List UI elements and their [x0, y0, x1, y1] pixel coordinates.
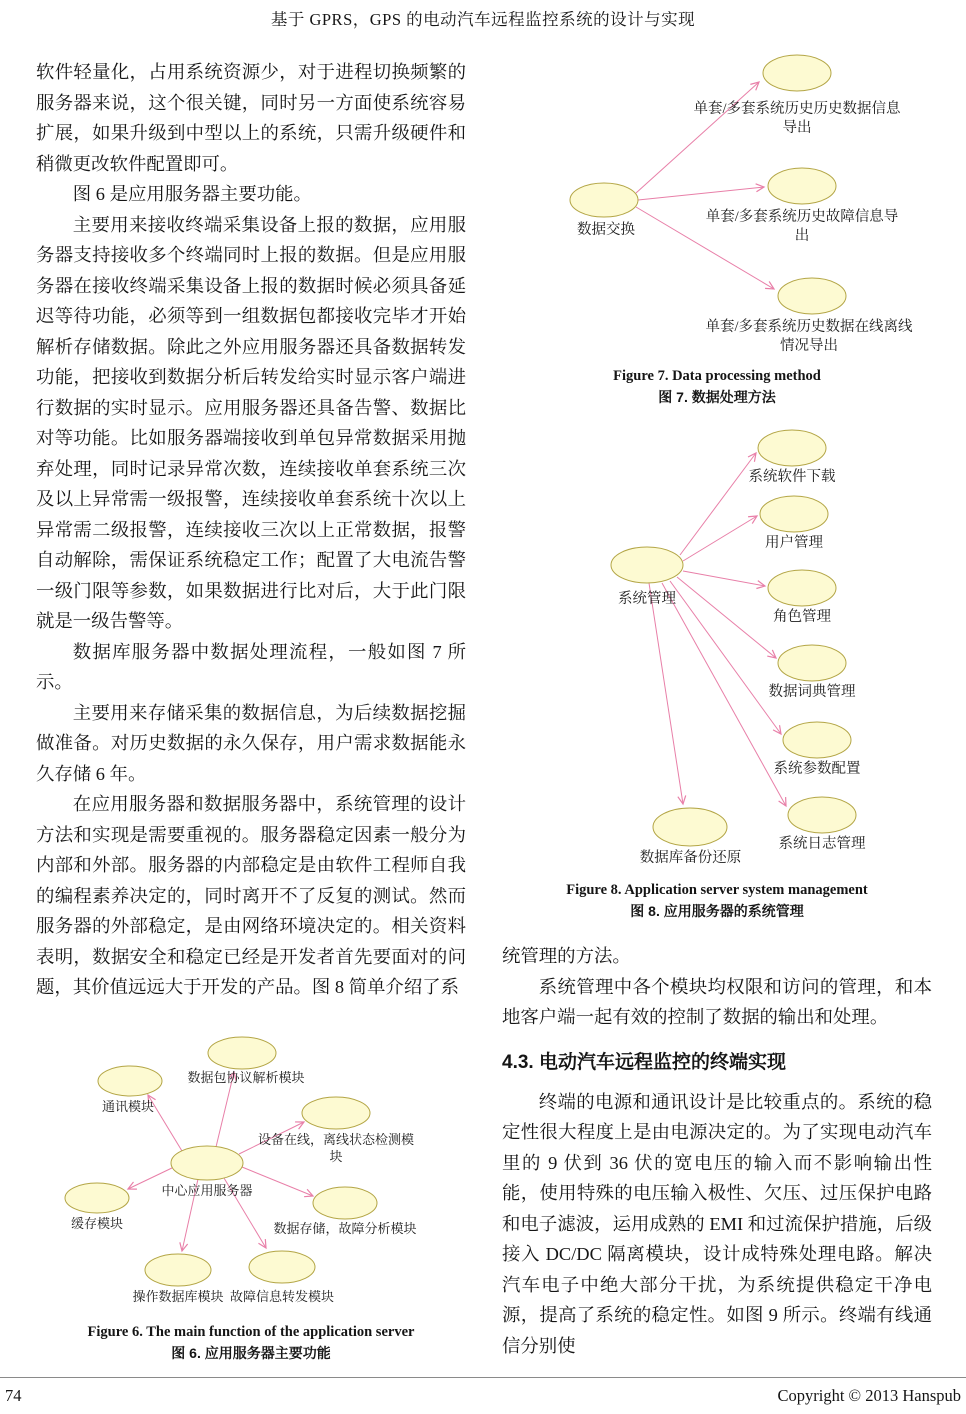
page-number: 74: [5, 1386, 22, 1405]
figure6-caption: [36, 1322, 466, 1364]
footer-divider: [0, 1377, 966, 1378]
figure6-diagram: [28, 1032, 468, 1317]
paragraph: 统管理的方法。: [502, 946, 631, 966]
node-label: 数据库备份还原: [639, 850, 742, 866]
node-label: 单套/多套系统历史历史数据信息导出: [693, 101, 901, 137]
usecase-ellipse: [302, 1097, 370, 1129]
node-label: 数据包协议解析模块: [187, 1070, 305, 1085]
figure8-diagram: [500, 420, 930, 875]
left-column: [36, 57, 466, 1003]
usecase-ellipse: [208, 1037, 276, 1069]
node-label: 设备在线，离线状态检测模块: [257, 1132, 414, 1165]
node-label: 通讯模块: [101, 1099, 154, 1114]
node-label: 数据词典管理: [768, 684, 856, 700]
figure8-caption-zh: 图 8. 应用服务器的系统管理: [630, 903, 804, 919]
node-label: 角色管理: [773, 609, 831, 625]
node-label: 缓存模块: [70, 1216, 123, 1231]
paragraph: 图 6 是应用服务器主要功能。: [72, 184, 312, 204]
node-label: 用户管理: [765, 535, 823, 551]
arrow: [683, 571, 765, 586]
paragraph: 系统管理中各个模块均权限和访问的管理，和本地客户端一起有效的控制了数据的输出和处理。: [502, 976, 932, 1027]
copyright-notice: Copyright © 2013 Hanspub: [777, 1386, 961, 1405]
usecase-ellipse: [758, 430, 826, 466]
paragraph: 终端的电源和通讯设计是比较重点的。系统的稳定性很大程度上是由电源决定的。为了实现电动汽车里的 9 伏到 36 伏的宽电压的输入而不影响输出性能，使用特殊的电压输入极性、欠压、过压保护电路和电子滤波，运用成熟的 EMI 和过流保护措施，后级接入 DC/DC 隔离模块，设计成特殊处理电路。解决汽车电子中绝大部分干扰，为系统提供稳定干净电源，提高了系统的稳定性。如图 9 所示。终端有线通信分别使: [502, 1091, 932, 1356]
node-label: 系统日志管理: [778, 836, 866, 852]
usecase-ellipse: [653, 808, 727, 846]
node-label: 系统软件下载: [748, 469, 836, 485]
node-label: 操作数据库模块: [132, 1289, 224, 1304]
arrow: [649, 583, 683, 804]
figure6-caption-zh: 图 6. 应用服务器主要功能: [171, 1345, 331, 1361]
usecase-ellipse-source: [570, 183, 638, 217]
node-label: 单套/多套系统历史数据在线离线情况导出: [705, 319, 913, 355]
arrow: [638, 187, 764, 200]
figure7-caption-en: Figure 7. Data processing method: [613, 368, 821, 384]
usecase-ellipse-source: [611, 547, 683, 583]
figure8-canvas: [500, 420, 930, 875]
usecase-ellipse: [778, 645, 846, 681]
paragraph: 软件轻量化，占用系统资源少，对于进程切换频繁的服务器来说，这个很关键，同时另一方面使系统容易扩展，如果升级到中型以上的系统，只需升级硬件和稍微更改软件配置即可。: [36, 62, 466, 174]
usecase-ellipse: [145, 1254, 211, 1286]
paragraph: 主要用来接收终端采集设备上报的数据，应用服务器支持接收多个终端同时上报的数据。但是应用服务器在接收终端采集设备上报的数据时候必须具备延迟等待功能，必须等到一组数据包都接收完毕才开始解析存储数据。除此之外应用服务器还具备数据转发功能，把接收到数据分析后转发给实时显示客户端进行数据的实时显示。应用服务器还具备告警、数据比对等功能。比如服务器端接收到单包异常数据采用抛弃处理，同时记录异常次数，连续接收单套系统三次及以上异常需一级报警，连续接收单套系统十次以上异常需二级报警，连续接收三次以上正常数据，报警自动解除，需保证系统稳定工作；配置了大电流告警一级门限等参数，如果数据进行比对后，大于此门限就是一级告警等。: [36, 214, 466, 631]
usecase-ellipse: [768, 570, 836, 606]
paper-title: 基于 GPRS，GPS 的电动汽车远程监控系统的设计与实现: [270, 10, 696, 29]
figure7-canvas: [500, 48, 930, 364]
usecase-ellipse: [778, 278, 846, 314]
usecase-ellipse: [249, 1251, 315, 1283]
figure7-caption-zh: 图 7. 数据处理方法: [658, 389, 776, 405]
figure7-caption: [502, 366, 932, 408]
usecase-ellipse-center: [171, 1146, 243, 1180]
right-column: [502, 941, 932, 1361]
figure7-diagram: [500, 48, 930, 364]
figure8-caption-en: Figure 8. Application server system management: [566, 882, 868, 898]
usecase-ellipse: [313, 1187, 377, 1219]
section-heading-4-3: 4.3. 电动汽车远程监控的终端实现: [502, 1051, 786, 1073]
usecase-ellipse: [788, 797, 856, 833]
usecase-ellipse: [65, 1183, 129, 1213]
paragraph: 在应用服务器和数据服务器中，系统管理的设计方法和实现是需要重视的。服务器稳定因素一般分为内部和外部。服务器的内部稳定是由软件工程师自我的编程素养决定的，同时离开不了反复的测试。然而服务器的外部稳定，是由网络环境决定的。相关资料表明，数据安全和稳定已经是开发者首先要面对的问题，其价值远远大于开发的产品。图 8 简单介绍了系: [36, 794, 466, 997]
paragraph: 数据库服务器中数据处理流程，一般如图 7 所示。: [36, 641, 466, 692]
node-label: 数据存储，故障分析模块: [273, 1221, 417, 1236]
node-label: 故障信息转发模块: [229, 1289, 334, 1304]
usecase-ellipse: [98, 1066, 162, 1096]
figure8-caption: [502, 880, 932, 922]
usecase-ellipse: [768, 168, 836, 204]
figure6-caption-en: Figure 6. The main function of the application server: [87, 1324, 415, 1340]
paragraph: 主要用来存储采集的数据信息，为后续数据挖掘做准备。对历史数据的永久保存，用户需求数据能永久存储 6 年。: [36, 702, 466, 784]
node-label: 系统参数配置: [773, 761, 861, 777]
node-label: 数据交换: [577, 222, 635, 238]
node-label: 中心应用服务器: [161, 1183, 253, 1198]
usecase-ellipse: [763, 55, 831, 91]
node-label: 系统管理: [618, 591, 676, 607]
usecase-ellipse: [760, 496, 828, 532]
usecase-ellipse: [783, 722, 851, 758]
node-label: 单套/多套系统历史故障信息导出: [705, 209, 899, 245]
